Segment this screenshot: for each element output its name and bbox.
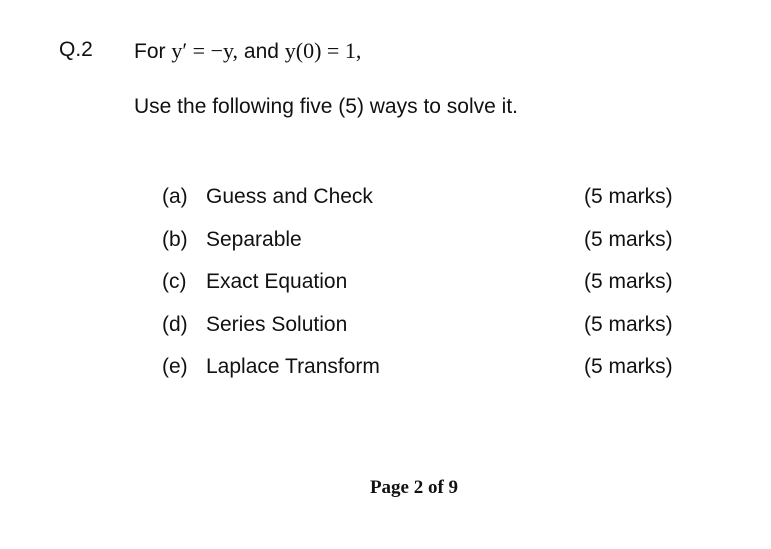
parts-list (162, 185, 682, 398)
page-number: Page 2 of 9 (369, 477, 459, 498)
list-item (162, 228, 682, 271)
list-item (162, 355, 682, 398)
part-label: (e) (162, 355, 188, 378)
part-title: Series Solution (206, 312, 348, 336)
part-label: (b) (162, 227, 188, 251)
question-number: Q.2 (59, 38, 93, 61)
part-marks: (5 marks) (584, 270, 673, 293)
part-title: Laplace Transform (206, 355, 380, 378)
part-title: Exact Equation (206, 270, 348, 293)
part-marks: (5 marks) (584, 355, 673, 378)
part-label: (c) (162, 270, 187, 293)
part-label: (d) (162, 312, 188, 336)
instruction-text: Use the following five (5) ways to solve it. (134, 95, 518, 118)
part-label: (a) (162, 185, 188, 208)
part-marks: (5 marks) (584, 185, 673, 208)
part-title: Guess and Check (206, 185, 373, 208)
list-item (162, 313, 682, 356)
list-item (162, 185, 682, 228)
question-prefix: For (134, 40, 166, 63)
equation: y′ = −y, (171, 38, 239, 63)
part-marks: (5 marks) (584, 227, 673, 251)
part-marks: (5 marks) (584, 312, 673, 336)
question-statement (134, 38, 361, 64)
question-joiner: and (243, 40, 279, 63)
initial-condition: y(0) = 1, (284, 38, 362, 63)
list-item (162, 270, 682, 313)
part-title: Separable (206, 227, 302, 251)
